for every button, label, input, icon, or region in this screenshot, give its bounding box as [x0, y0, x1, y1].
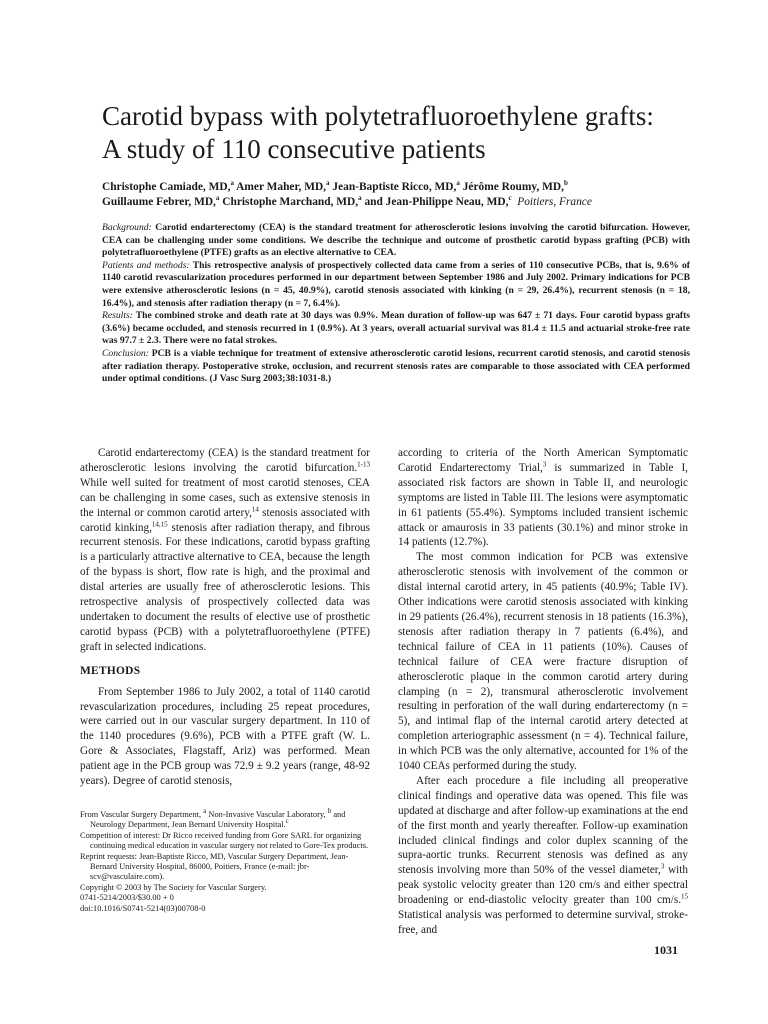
affiliation-marker: b — [327, 807, 332, 816]
citation-ref: 3 — [542, 460, 547, 469]
section-heading-methods: METHODS — [80, 664, 141, 677]
footnote-competition: Competition of interest: Dr Ricco received funding from Gore SARL for organizing continuing medical education in vascular surgery not related to Gore-Tex products. — [80, 830, 369, 851]
citation-ref: 1-13 — [357, 460, 370, 469]
affiliation-marker: a — [215, 194, 220, 203]
body-paragraph — [398, 774, 688, 938]
abstract-conclusion — [102, 348, 690, 386]
intro-text: Carotid endarterectomy (CEA) is the standard treatment for atherosclerotic lesions involving the carotid bifurcation. — [80, 447, 370, 474]
citation-ref: 15 — [681, 892, 688, 901]
body-text: After each procedure a file including all preoperative clinical findings and operative data was opened. This file was updated at discharge and after follow-up examinations at the end of the first month and yearly thereafter. Follow-up examination included clinical findings and color duplex scanning of the supra-aortic trunks. Recurrent stenosis was defined as any stenosis involving more than 50% of the vessel diameter, — [398, 774, 688, 877]
affiliation-marker: c — [285, 817, 289, 826]
abstract-background — [102, 222, 690, 260]
intro-text: stenosis after radiation therapy, and fibrous recurrent stenosis. For these indications, carotid bypass grafting is a particularly attractive alternative to CEA, because the length of the bypass is short, flow rate is high, and the proximal and distal arteries are usually free of atherosclerotic lesions. This retrospective analysis of prospectively collected data was undertaken to document the results of elective use of prosthetic carotid bypass (PCB) with a polytetrafluoroethylene (PTFE) graft in selected indications. — [80, 521, 371, 653]
body-text: Statistical analysis was performed to determine survival, stroke-free, and — [398, 909, 688, 936]
intro-paragraph — [80, 446, 370, 655]
citation-ref: 3 — [660, 862, 665, 871]
footnote-text: From Vascular Surgery Department, — [80, 810, 204, 819]
abstract-background-label: Background: — [102, 222, 152, 233]
author-name: Christophe Marchand, MD, — [219, 196, 359, 208]
footnote-reprints: Reprint requests: Jean-Baptiste Ricco, MD, Vascular Surgery Department, Jean-Bernard University Hospital, 86000, Poitiers, France (e-mail: jbr-scv@vasculaire.com). — [80, 851, 349, 882]
affiliation-marker: a — [203, 807, 207, 816]
body-column-right — [398, 446, 688, 938]
author-list — [102, 180, 702, 210]
body-text: is summarized in Table I, associated risk factors are shown in Table II, and neurologic symptoms are listed in Table III. The lesions were asymptomatic in 61 patients (55.4%). Symptoms included transient ischemic attack or amaurosis in 33 patients (30.1%) and minor stroke in 14 patients (12.7%). — [398, 461, 688, 549]
footnote-doi: doi:10.1016/S0741-5214(03)00708-0 — [80, 903, 206, 913]
footnote-text: Non-Invasive Vascular Laboratory, — [206, 810, 328, 819]
abstract — [102, 222, 690, 386]
footnote-affiliations — [80, 807, 372, 831]
affiliation-marker: a — [326, 179, 330, 188]
author-name: Guillaume Febrer, MD, — [102, 196, 216, 208]
footnotes — [80, 807, 372, 914]
citation-ref: 14 — [251, 504, 259, 513]
body-text: according to criteria of the North American Symptomatic Carotid Endarterectomy Trial, — [398, 447, 688, 474]
abstract-conclusion-text: PCB is a viable technique for treatment of extensive atherosclerotic carotid lesions, recurrent carotid stenosis, and carotid stenosis after radiation therapy. Postoperative stroke, occlusion, and recurrent stenosis rates are comparable to those associated with CEA performed under optimal conditions. (J Vasc Surg 2003;38:1031-8.) — [102, 347, 690, 385]
affiliation-marker: a — [358, 194, 362, 203]
author-name: and Jean-Philippe Neau, MD, — [361, 196, 509, 208]
abstract-results-text: The combined stroke and death rate at 30 days was 0.9%. Mean duration of follow-up was 647 ± 71 days. Four carotid bypass grafts (3.6%) became occluded, and stenosis recurred in 1 (0.9%). At 3 years, overall actuarial survival was 81.4 ± 11.5 and actuarial stroke-free rate was 97.7 ± 2.3. There were no fatal strokes. — [102, 310, 690, 347]
author-name: Jérôme Roumy, MD, — [459, 181, 564, 193]
body-column-left — [80, 446, 370, 789]
abstract-results — [102, 310, 690, 348]
footnote-issn: 0741-5214/2003/$30.00 + 0 — [80, 893, 174, 903]
page-number: 1031 — [654, 943, 678, 957]
footnote-text: and Neurology Department, Jean Bernard University Hospital. — [90, 810, 346, 830]
author-name: Amer Maher, MD, — [233, 181, 327, 193]
abstract-background-text: Carotid endarterectomy (CEA) is the standard treatment for atherosclerotic lesions involving the carotid bifurcation. However, CEA can be challenging under some conditions. We describe the technique and outcome of prosthetic carotid bypass grafting (PCB) with polytetrafluoroethylene (PTFE) grafts as an elective alternative to CEA. — [102, 222, 690, 259]
title-line-2: A study of 110 consecutive patients — [102, 134, 486, 164]
intro-text: stenosis associated with carotid kinking, — [80, 506, 370, 534]
abstract-methods-label: Patients and methods: — [102, 259, 190, 271]
affiliation-marker: c — [508, 194, 512, 203]
author-name: Christophe Camiade, MD, — [102, 181, 231, 193]
citation-ref: 14,15 — [151, 519, 168, 528]
affiliation-marker: a — [456, 179, 460, 188]
abstract-conclusion-label: Conclusion: — [102, 347, 149, 359]
abstract-methods — [102, 260, 690, 310]
body-text: with peak systolic velocity greater than 120 cm/s and either spectral broadening or end-diastolic velocity greater than 100 cm/s. — [398, 864, 688, 907]
body-paragraph: The most common indication for PCB was extensive atherosclerotic stenosis with involvement of the common or distal internal carotid artery, in 45 patients (40.9%; Table IV). Other indications were carotid stenosis associated with kinking in 29 patients (26.4%), recurrent stenosis in 18 patients (16.3%), stenosis after radiation therapy in 7 patients (6.4%), and technical failure of CEA in 11 patients (10%). Causes of technical failure of CEA were fracture disruption of atherosclerotic plaque in the common carotid artery during clamping (n = 2), transmural atherosclerotic involvement resulting in perforation of the wall during endarterectomy (n = 5), and intimal flap of the internal carotid artery detected at completion arteriographic assessment (n = 4). Technical failure, in which PCB was the only alternative, accounted for 1% of the 1040 CEAs performed during the study. — [398, 551, 688, 773]
author-name: Jean-Baptiste Ricco, MD, — [329, 181, 457, 193]
intro-text: While well suited for treatment of most carotid stenoses, CEA can be challenging in some cases, such as extensive stenosis in the internal or common carotid artery, — [80, 476, 370, 519]
article-title — [102, 100, 702, 166]
abstract-methods-text: This retrospective analysis of prospectively collected data came from a series of 110 consecutive PCBs, that is, 9.6% of 1140 carotid revascularization procedures performed in our department between September 1986 and July 2002. Primary indications for PCB were extensive atherosclerotic lesions (n = 45, 40.9%), carotid stenosis associated with kinking (n = 29, 26.4%), recurrent stenosis (n = 18, 16.4%), and stenosis after radiation therapy (n = 7, 6.4%). — [102, 259, 690, 309]
affiliation-marker: b — [563, 179, 568, 188]
body-paragraph — [398, 446, 688, 550]
abstract-results-label: Results: — [102, 310, 133, 322]
title-line-1: Carotid bypass with polytetrafluoroethylene grafts: — [102, 101, 654, 131]
methods-paragraph: From September 1986 to July 2002, a total of 1140 carotid revascularization procedures, including 25 repeat procedures, were carried out in our vascular surgery department. In 110 of the 1140 procedures (9.6%), PCB with a PTFE graft (W. L. Gore & Associates, Flagstaff, Ariz) was performed. Mean patient age in the PCB group was 72.9 ± 9.2 years (range, 48-92 years). Degree of carotid stenosis, — [80, 685, 370, 788]
affiliation-marker: a — [230, 179, 234, 188]
footnote-copyright: Copyright © 2003 by The Society for Vascular Surgery. — [80, 882, 267, 892]
author-location: Poitiers, France — [517, 196, 592, 208]
